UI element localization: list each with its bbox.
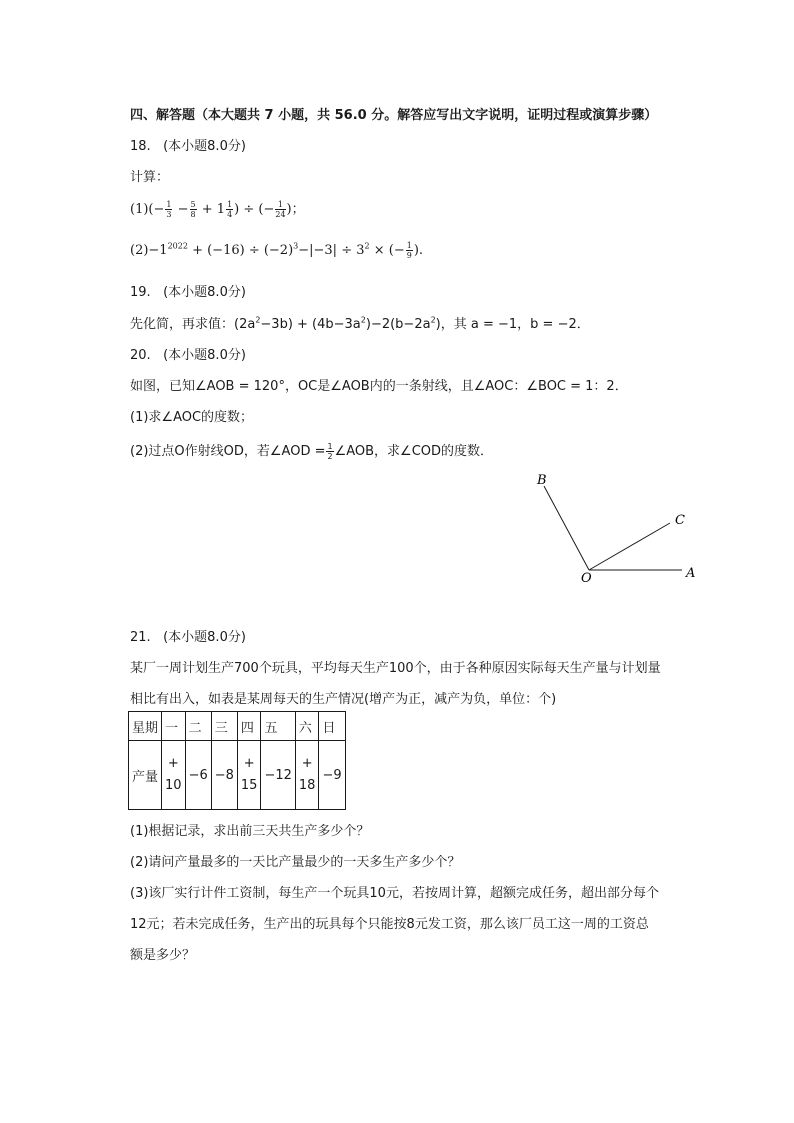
value-sign: + bbox=[167, 756, 179, 771]
label-c: C bbox=[675, 513, 685, 528]
production-table bbox=[128, 711, 346, 810]
value-number: −6 bbox=[188, 767, 208, 783]
table-header-label: 星期 bbox=[129, 712, 162, 741]
q21-part3-line2: 12元；若未完成任务，生产出的玩具每个只能按8元发工资，那么该厂员工这一周的工资总 bbox=[130, 917, 649, 932]
label-a: A bbox=[686, 566, 696, 581]
table-value-row bbox=[129, 741, 346, 810]
q18-p1-text-e: )； bbox=[286, 202, 305, 217]
value-cell bbox=[162, 741, 186, 810]
value-number: −8 bbox=[214, 767, 234, 783]
value-sign: + bbox=[301, 756, 313, 771]
q21-part3-line1: (3)该厂实行计件工资制，每生产一个玩具10元，若按周计算，超额完成任务，超出部分每个 bbox=[130, 886, 659, 901]
q21-part1: (1)根据记录，求出前三天共生产多少个？ bbox=[130, 824, 370, 839]
q19-exp-1: 2 bbox=[255, 315, 261, 325]
day-cell: 二 bbox=[185, 712, 211, 741]
angle-aob-figure bbox=[520, 465, 710, 590]
day-cell: 日 bbox=[319, 712, 345, 741]
exponent-3: 3 bbox=[293, 241, 299, 251]
q20-part2 bbox=[130, 440, 493, 461]
value-cell bbox=[319, 741, 345, 810]
q21-score: (本小题8.0分) bbox=[163, 630, 246, 645]
fraction-1-3: $\frac{1}{3}$ bbox=[166, 200, 172, 219]
fraction-1-9: $\frac{1}{9}$ bbox=[406, 241, 412, 260]
exponent-2022: 2022 bbox=[167, 241, 188, 251]
value-number: 10 bbox=[165, 778, 182, 793]
day-cell: 一 bbox=[162, 712, 186, 741]
label-b: B bbox=[537, 473, 547, 488]
q20-part1: (1)求∠AOC的度数； bbox=[130, 410, 254, 425]
q19-text-a: 先化简，再求值：(2a bbox=[130, 317, 256, 332]
q19-score: (本小题8.0分) bbox=[163, 285, 246, 300]
q19-text-c: )−2(b−2a bbox=[365, 317, 431, 332]
q20-p2-text-b: ∠AOB，求∠COD的度数． bbox=[334, 444, 494, 459]
fraction-1-4: $\frac{1}{4}$ bbox=[227, 200, 233, 219]
q20-number: 20. bbox=[130, 348, 151, 363]
q18-p1-text-c: + 1 bbox=[201, 202, 226, 217]
q18-header bbox=[130, 135, 246, 154]
value-cell bbox=[261, 741, 295, 810]
q20-score: (本小题8.0分) bbox=[163, 348, 246, 363]
value-number: 15 bbox=[240, 778, 258, 793]
label-o: O bbox=[581, 571, 592, 586]
ray-ob bbox=[544, 486, 589, 570]
q18-score: (本小题8.0分) bbox=[163, 139, 246, 154]
q19-number: 19. bbox=[130, 285, 151, 300]
q21-stem-line2: 相比有出入，如表是某周每天的生产情况(增产为正，减产为负，单位：个) bbox=[130, 692, 557, 707]
q19-exp-3: 2 bbox=[430, 315, 436, 325]
day-cell: 五 bbox=[261, 712, 295, 741]
value-cell bbox=[237, 741, 261, 810]
q18-p1-text-b: − bbox=[177, 202, 189, 217]
fraction-1-2: $\frac{1}{2}$ bbox=[327, 442, 333, 461]
day-cell: 四 bbox=[237, 712, 261, 741]
q21-stem-line1: 某厂一周计划生产700个玩具，平均每天生产100个，由于各种原因实际每天生产量与计划量 bbox=[130, 661, 661, 676]
q20-p2-text-a: (2)过点O作射线OD，若∠AOD = bbox=[130, 444, 326, 459]
q18-p2-text-c: −|−3| ÷ 3 bbox=[298, 243, 365, 258]
day-cell: 六 bbox=[295, 712, 319, 741]
fraction-1-24: $\frac{1}{24}$ bbox=[275, 200, 286, 219]
q21-part3-line3: 额是多少？ bbox=[130, 948, 196, 963]
q19-exp-2: 2 bbox=[360, 315, 366, 325]
q19-stem bbox=[130, 313, 590, 332]
q18-p2-text-a: (2)−1 bbox=[130, 243, 168, 258]
q18-p2-text-b: + (−16) ÷ (−2) bbox=[192, 243, 294, 258]
q18-number: 18. bbox=[130, 139, 151, 154]
q20-stem: 如图，已知∠AOB = 120°，OC是∠AOB内的一条射线，且∠AOC：∠BOC = 1：2． bbox=[130, 379, 628, 394]
value-number: 18 bbox=[298, 778, 316, 793]
value-cell bbox=[295, 741, 319, 810]
q20-header bbox=[130, 344, 246, 363]
q18-part2 bbox=[130, 241, 423, 260]
value-number: −9 bbox=[322, 767, 342, 783]
q21-number: 21. bbox=[130, 630, 151, 645]
q18-p2-text-e: ). bbox=[413, 243, 424, 258]
section-header: 四、解答题（本大题共 7 小题，共 56.0 分。解答应写出文字说明，证明过程或演算步骤） bbox=[130, 108, 658, 123]
q21-header bbox=[130, 626, 246, 645]
table-row-label: 产量 bbox=[129, 741, 162, 810]
q18-p2-text-d: × (− bbox=[373, 243, 405, 258]
q19-header bbox=[130, 281, 246, 300]
q19-text-d: )，其 a = −1，b = −2． bbox=[435, 317, 590, 332]
value-sign: + bbox=[243, 756, 255, 771]
value-cell bbox=[211, 741, 237, 810]
ray-oc bbox=[589, 523, 670, 570]
q19-text-b: −3b) + (4b−3a bbox=[260, 317, 361, 332]
q21-part2: (2)请问产量最多的一天比产量最少的一天多生产多少个？ bbox=[130, 855, 461, 870]
q18-part1 bbox=[130, 198, 305, 219]
fraction-5-8: $\frac{5}{8}$ bbox=[190, 200, 196, 219]
value-number: −12 bbox=[264, 767, 292, 783]
q18-p1-text-a: (1)(− bbox=[130, 202, 165, 217]
q18-p1-text-d: ) ÷ (− bbox=[234, 202, 275, 217]
day-cell: 三 bbox=[211, 712, 237, 741]
q18-prompt: 计算： bbox=[130, 170, 170, 185]
exponent-2: 2 bbox=[364, 241, 370, 251]
table-header-row bbox=[129, 712, 346, 741]
value-cell bbox=[185, 741, 211, 810]
